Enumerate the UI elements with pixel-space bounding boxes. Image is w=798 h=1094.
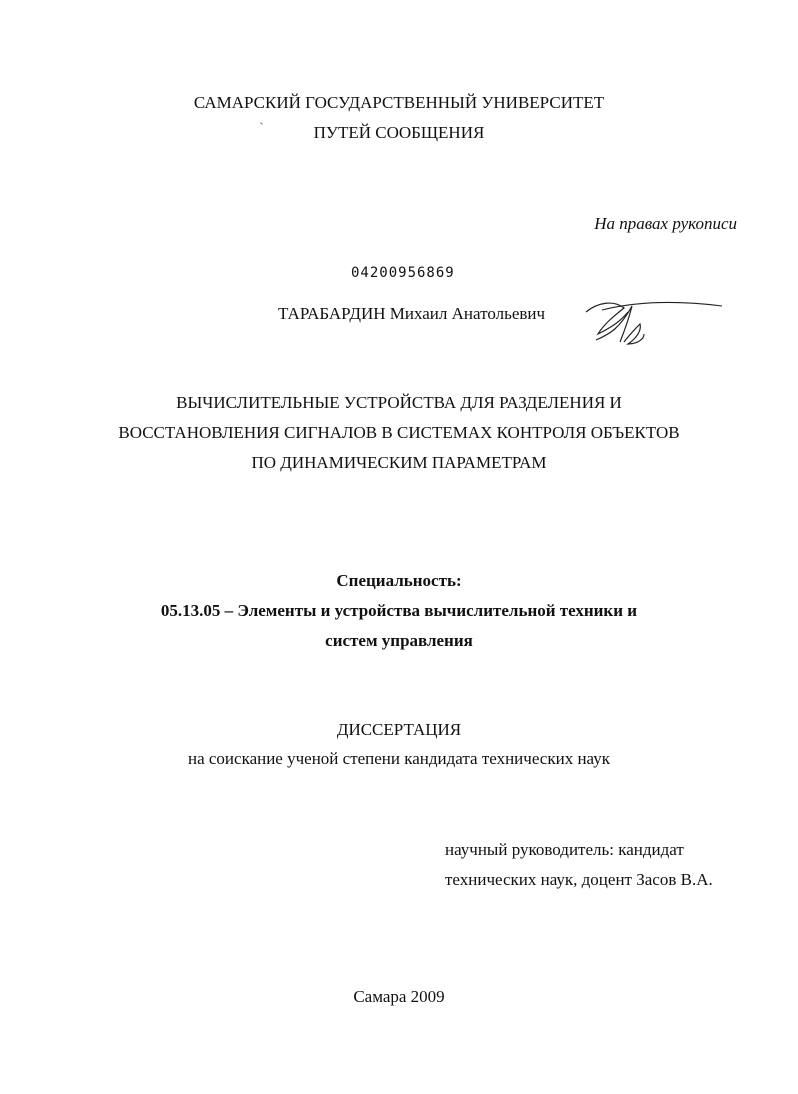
registration-number: 04200956869 [351,265,455,281]
author-name: ТАРАБАРДИН Михаил Анатольевич [278,304,546,323]
document-type-subtitle: на соискание ученой степени кандидата технических наук [187,749,610,768]
specialty-code-line1: 05.13.05 – Элементы и устройства вычислительной техники и [160,601,638,620]
university-name-line2: ПУТЕЙ СООБЩЕНИЯ [313,123,485,142]
thesis-title-line2: ВОССТАНОВЛЕНИЯ СИГНАЛОВ В СИСТЕМАХ КОНТРОЛЯ ОБЪЕКТОВ [118,423,680,442]
supervisor-line2: технических наук, доцент Засов В.А. [445,870,713,889]
supervisor-line1: научный руководитель: кандидат [445,840,684,859]
city-year: Самара 2009 [353,987,445,1006]
specialty-label: Специальность: [336,571,462,590]
author-signature [584,294,724,350]
specialty-code-line2: систем управления [325,631,473,650]
thesis-title-line3: ПО ДИНАМИЧЕСКИМ ПАРАМЕТРАМ [251,453,547,472]
rights-note: На правах рукописи [594,214,737,233]
university-name-line1: САМАРСКИЙ ГОСУДАРСТВЕННЫЙ УНИВЕРСИТЕТ [193,93,605,112]
document-type-heading: ДИССЕРТАЦИЯ [336,720,462,739]
thesis-title-line1: ВЫЧИСЛИТЕЛЬНЫЕ УСТРОЙСТВА ДЛЯ РАЗДЕЛЕНИЯ И [176,393,622,412]
